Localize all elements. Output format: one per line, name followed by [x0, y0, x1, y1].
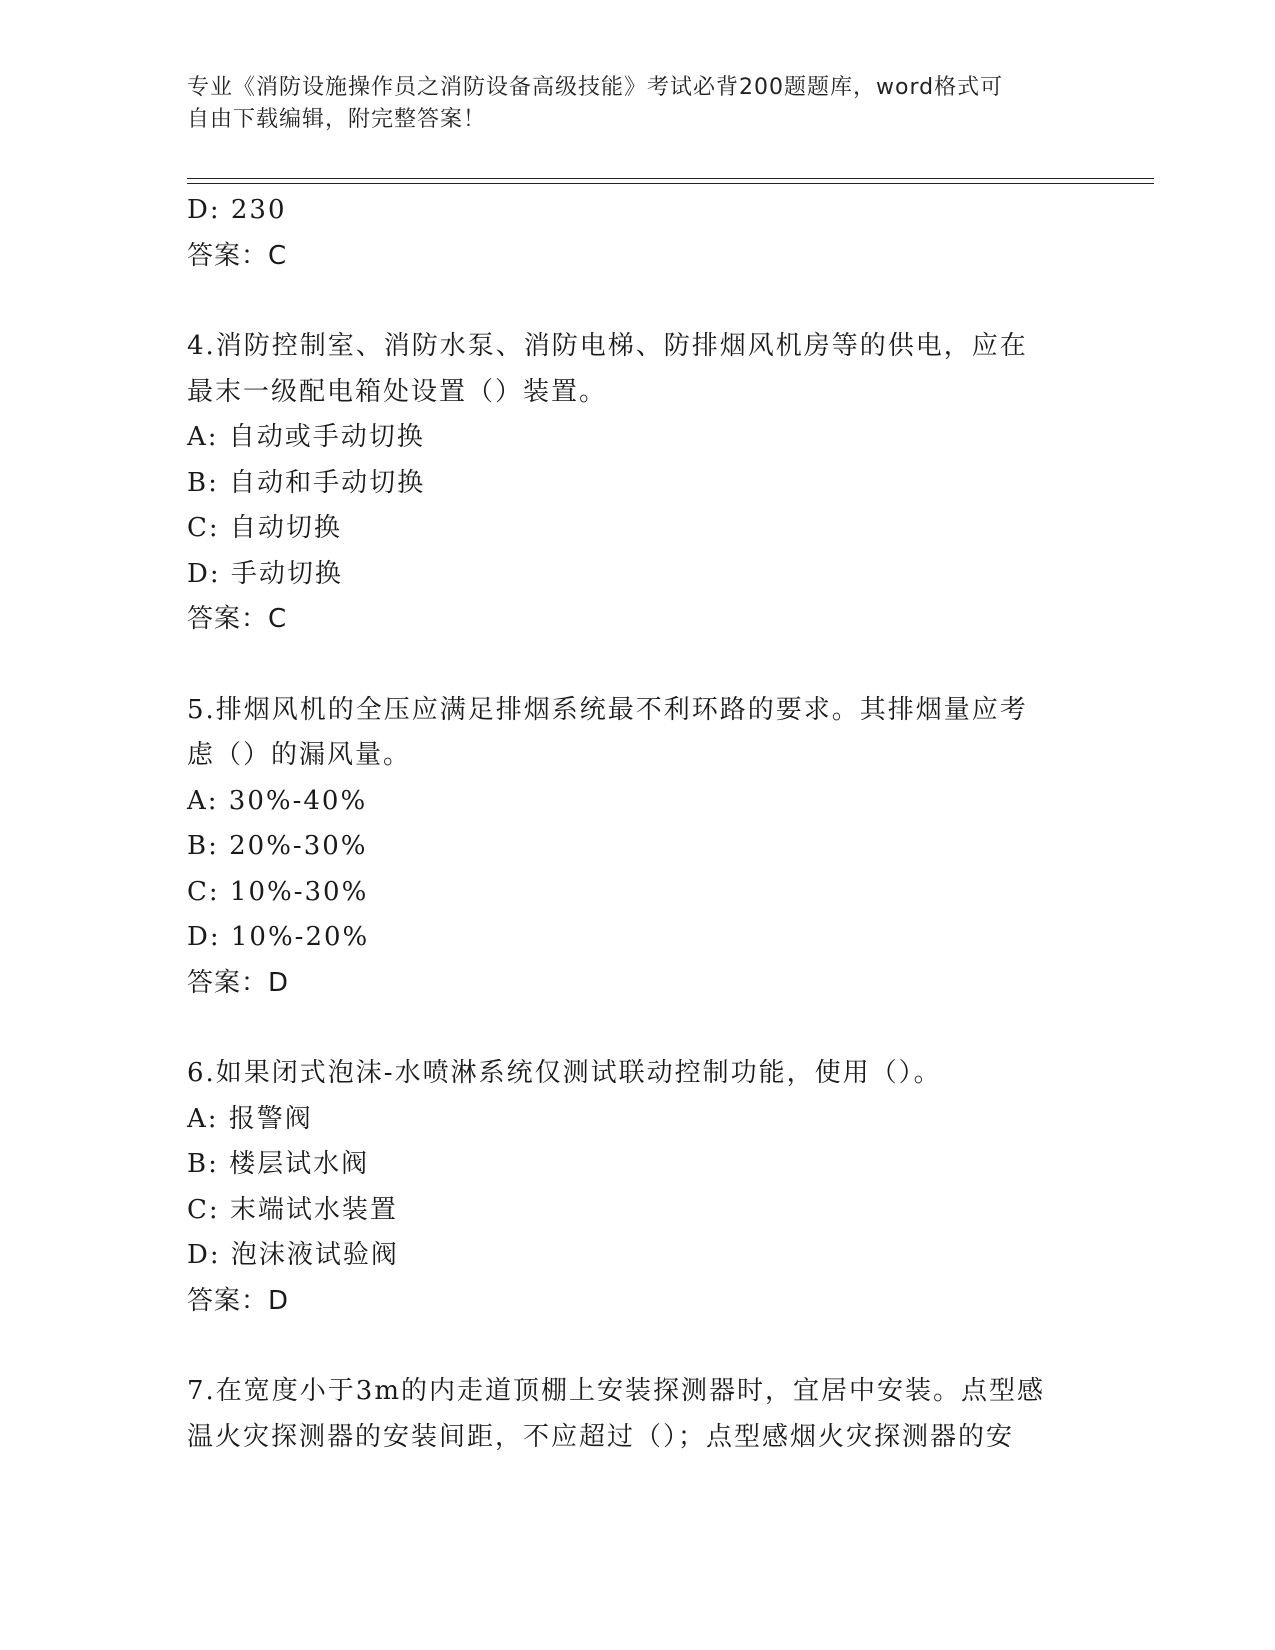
header-line: 专业《消防设施操作员之消防设备高级技能》考试必背200题题库，word格式可 — [187, 75, 1004, 100]
question-stem: 虑（）的漏风量。 — [187, 740, 412, 770]
question-stem: 5.排烟风机的全压应满足排烟系统最不利环路的要求。其排烟量应考 — [187, 694, 1028, 725]
question-stem: 最末一级配电箱处设置（）装置。 — [187, 376, 608, 407]
spacer — [187, 1006, 1087, 1051]
option-d: D: 泡沫液试验阀 — [187, 1240, 399, 1270]
answer: 答案：D — [187, 1285, 290, 1316]
answer: 答案：D — [187, 967, 290, 998]
option-b: B: 自动和手动切换 — [187, 467, 426, 498]
header-divider — [187, 178, 1154, 179]
option-a: A: 30%-40% — [187, 785, 368, 816]
question-stem: 4.消防控制室、消防水泵、消防电梯、防排烟风机房等的供电，应在 — [187, 331, 1028, 361]
answer: 答案：C — [187, 604, 288, 634]
header-line: 自由下载编辑，附完整答案！ — [187, 107, 487, 132]
spacer — [187, 643, 1087, 688]
spacer — [187, 279, 1087, 324]
header-divider — [187, 183, 1154, 184]
question-stem: 温火灾探测器的安装间距，不应超过（）；点型感烟火灾探测器的安 — [187, 1421, 1015, 1452]
option-c: C: 末端试水装置 — [187, 1194, 398, 1225]
option-b: B: 20%-30% — [187, 831, 368, 861]
option-a: A: 自动或手动切换 — [187, 422, 425, 452]
answer: 答案：C — [187, 240, 288, 271]
question-stem: 7.在宽度小于3m的内走道顶棚上安装探测器时，宜居中安装。点型感 — [187, 1376, 1046, 1406]
option-d: D: 230 — [187, 195, 287, 225]
spacer — [187, 1324, 1087, 1369]
option-d: D: 10%-20% — [187, 922, 370, 952]
option-b: B: 楼层试水阀 — [187, 1149, 370, 1179]
option-d: D: 手动切换 — [187, 558, 343, 589]
option-a: A: 报警阀 — [187, 1103, 313, 1134]
question-stem: 6.如果闭式泡沫-水喷淋系统仅测试联动控制功能，使用（）。 — [187, 1058, 942, 1088]
page-header — [187, 72, 1067, 136]
question-list — [187, 188, 1087, 1460]
option-c: C: 自动切换 — [187, 513, 342, 543]
option-c: C: 10%-30% — [187, 876, 369, 907]
